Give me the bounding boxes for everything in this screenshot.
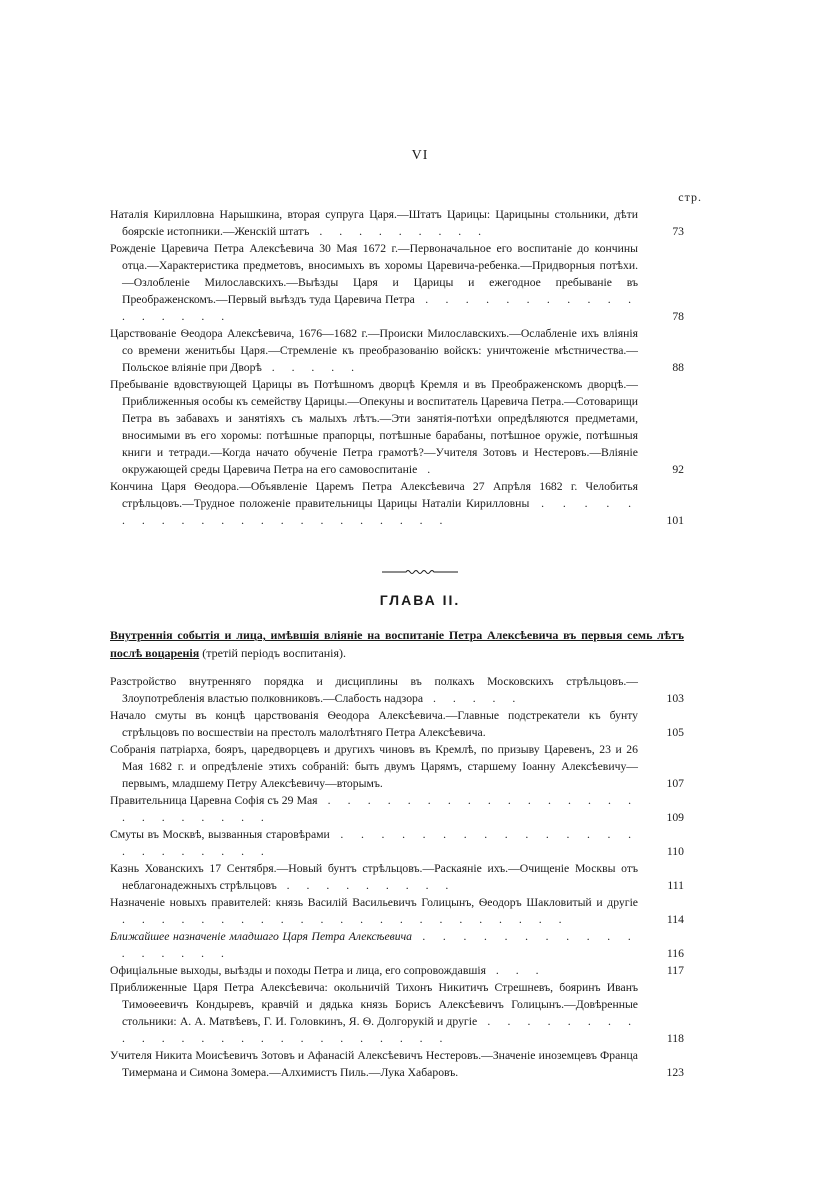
page-column-heading: стр. [678,190,702,204]
toc-entry-page-number: 117 [666,964,684,977]
toc-entry-page-number: 73 [672,225,684,238]
toc-entry [110,979,684,1047]
toc-entry-leader-dots: . . . . . . . . . . . . . . . . . [122,293,638,323]
toc-entry-leader-dots: . . . . . [261,361,362,374]
toc-entry-text: Назначеніе новыхъ правителей: князь Василій Васильевичъ Голицынъ, Ѳеодоръ Шакловитый и другіе . . . . . . . . . . . . . . . . . . . . . . . [110,896,638,926]
toc-entry [110,1047,684,1081]
toc-entry-text: Разстройство внутренняго порядка и дисциплины въ полкахъ Московскихъ стрѣльцовъ.—Злоупотребленія властью полковниковъ.—Слабость надзора . . . . . [110,675,638,705]
chapter-subtitle-bold: Внутреннія событія и лица, имѣвшія вліяніе на воспитаніе Петра Алексѣевича въ первыя семь лѣтъ послѣ воцаренія [110,628,684,660]
toc-entry-page-number: 111 [667,879,684,892]
toc-entry [110,928,684,962]
toc-entry-page-number: 88 [672,361,684,374]
toc-entry-leader-dots: . . . [485,964,546,977]
toc-entry-leader-dots: . . . . . . . . . [309,225,489,238]
toc-entry [110,240,684,325]
toc-entry-text: Собранія патріарха, бояръ, царедворцевъ и другихъ чиновъ въ Кремлѣ, по призыву Царевенъ, 23 и 26 Мая 1682 г. и опредѣленіе этихъ собраній: быть двумъ Царямъ, старшему Іоанну Алексѣевичу—первымъ, младшему Петру Алексѣевичу—вторымъ. [110,743,638,790]
toc-entry-text: Пребываніе вдовствующей Царицы въ Потѣшномъ дворцѣ Кремля и въ Преображенскомъ дворцѣ.—Приближенныя особы къ семейству Царицы.—Опекуны и воспитатель Царевича Петра.—Сотоварищи Петра въ забавахъ и занятіяхъ съ малыхъ лѣтъ.—Эти занятія-потѣхи опредѣляются предметами, вносимыми въ его хоромы: потѣшные прапорцы, потѣшные барабаны, потѣшное оружіе, потѣшныя книги и тетради.—Когда начато обученіе Петра грамотѣ?—Учителя Зотовъ и Нестеровъ.—Вліяніе окружающей среды Царевича Петра на его самовоспитаніе . [110,378,638,476]
toc-entry [110,826,684,860]
toc-entry-text: Учителя Никита Моисѣевичъ Зотовъ и Афанасій Алексѣевичъ Нестеровъ.—Значеніе иноземцевъ Франца Тимермана и Симона Зомера.—Алхимистъ Пиль.—Лука Хабаровъ. [110,1049,638,1079]
toc-entry-leader-dots: . . . . . . . . . . . . . . . . . . . . . . . [122,828,638,858]
toc-entry [110,707,684,741]
toc-entry-leader-dots: . . . . . . . . . . . . . . . . . . . . . . . . . [122,1015,639,1045]
toc-entry-page-number: 118 [666,1032,684,1045]
toc-entry-text: Правительница Царевна Софія съ 29 Мая . . . . . . . . . . . . . . . . . . . . . . . . [110,794,639,824]
toc-entry-page-number: 107 [666,777,684,790]
toc-entry-text: Смуты въ Москвѣ, вызванныя старовѣрами . . . . . . . . . . . . . . . . . . . . . . . [110,828,638,858]
toc-entry-page-number: 114 [666,913,684,926]
toc-entry-page-number: 101 [666,514,684,527]
toc-entry-leader-dots: . . . . . [423,692,523,705]
toc-entry [110,325,684,376]
toc-entry-text: Офиціальные выходы, выѣзды и походы Петра и лица, его сопровождавшія . . . [110,964,546,977]
toc-entry-page-number: 116 [666,947,684,960]
toc-entry-text: Начало смуты въ концѣ царствованія Ѳеодора Алексѣевича.—Главные подстрекатели къ бунту стрѣльцовъ по восшествіи на престолъ малолѣтняго Петра Алексѣевича. [110,709,638,739]
toc-entry-text: Царствованіе Ѳеодора Алексѣевича, 1676—1682 г.—Происки Милославскихъ.—Ослабленіе ихъ вліянія со времени женитьбы Царя.—Стремленіе къ преобразованію войскъ: уничтоженіе мѣстничества.—Польское вліяніе при Дворѣ . . . . . [110,327,638,374]
toc-entry [110,741,684,792]
toc-entry [110,792,684,826]
toc-entry-text: Казнь Хованскихъ 17 Сентября.—Новый бунтъ стрѣльцовъ.—Раскаяніе ихъ.—Очищеніе Москвы отъ неблагонадежныхъ стрѣльцовъ . . . . . . . . . [110,862,638,892]
toc-entry-text: Кончина Царя Ѳеодора.—Объявленіе Царемъ Петра Алексѣевича 27 Апрѣля 1682 г. Челобитья стрѣльцовъ.—Трудное положеніе правительницы Царицы Наталіи Кирилловны . . . . . . . . . . . . . . . . . . . . . . [110,480,638,527]
toc-entry-text: Ближайшее назначеніе младшаго Царя Петра Алексѣевича . . . . . . . . . . . . . . . . . [110,930,638,960]
toc-entry-leader-dots: . . . . . . . . . . . . . . . . . . . . . . . . [122,794,639,824]
page-number: VI [411,148,429,163]
toc-entry-leader-dots: . . . . . . . . . . . . . . . . . [122,930,638,960]
toc-entry-leader-dots: . . . . . . . . . [276,879,456,892]
toc-entry-text: Наталія Кирилловна Нарышкина, вторая супруга Царя.—Штатъ Царицы: Царицыны стольники, дѣти боярскіе истопники.—Женскій штатъ . . . . . . . . . [110,208,638,238]
toc-entry-page-number: 110 [666,845,684,858]
ornamental-divider [380,568,460,576]
toc-entry-page-number: 123 [666,1066,684,1079]
chapter-subtitle-plain: (третій періодъ воспитанія). [202,646,347,660]
toc-entry [110,673,684,707]
toc-entry [110,206,684,240]
toc-entry-page-number: 109 [666,811,684,824]
toc-entry [110,962,684,979]
toc-entry-text: Рожденіе Царевича Петра Алексѣевича 30 Мая 1672 г.—Первоначальное его воспитаніе до кончины отца.—Характеристика предметовъ, вносимыхъ въ хоромы Царевича-ребенка.—Придворныя потѣхи.—Озлобленіе Милославскихъ.—Выѣзды Царя и Царицы и ежегодное пребываніе въ Преображенскомъ.—Первый выѣздъ туда Царевича Петра . . . . . . . . . . . . . . . . . [110,242,638,323]
toc-section-2 [110,673,684,1081]
toc-entry-text: Приближенные Царя Петра Алексѣевича: окольничій Тихонъ Никитичъ Стрешневъ, бояринъ Иванъ Тимоѳеевичъ Кондыревъ, кравчій и дядька князь Борисъ Алексѣевичъ Голицынъ.—Довѣренные стольники: А. А. Матвѣевъ, Г. И. Головкинъ, Я. Ѳ. Долгорукій и другіе . . . . . . . . . . . . . . . . . . . . . . . . . [110,981,639,1045]
toc-entry [110,376,684,478]
toc-entry-page-number: 78 [672,310,684,323]
toc-entry-leader-dots: . . . . . . . . . . . . . . . . . . . . . . [122,497,638,527]
chapter-subtitle [110,626,684,662]
toc-entry-leader-dots: . . . . . . . . . . . . . . . . . . . . . . . [122,913,569,926]
chapter-heading: ГЛАВА II. [379,592,461,608]
toc-entry [110,894,684,928]
toc-entry-page-number: 92 [672,463,684,476]
toc-section-1 [110,206,684,529]
toc-entry-page-number: 105 [666,726,684,739]
toc-entry [110,860,684,894]
toc-entry-leader-dots: . [417,463,438,476]
toc-entry [110,478,684,529]
toc-entry-page-number: 103 [666,692,684,705]
